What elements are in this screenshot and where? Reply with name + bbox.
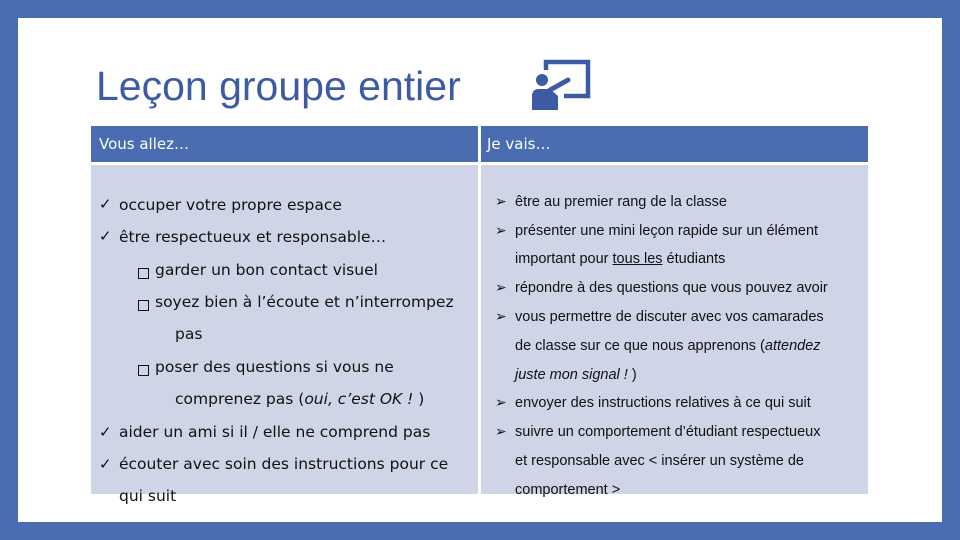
arrow-bullet-icon: ➢ [495,223,507,239]
right-line: envoyer des instructions relatives à ce qui suit [515,395,811,411]
right-line: répondre à des questions que vous pouvez avoir [515,280,828,296]
right-line: être au premier rang de la classe [515,194,727,210]
checkbox-bullet-icon [138,295,149,314]
right-line: de classe sur ce que nous apprenons (attendez [515,338,821,354]
checkbox-bullet-icon [138,360,149,379]
header-right: Je vais… [487,135,551,153]
lesson-table [91,126,868,505]
teacher-at-board-icon [528,52,594,114]
right-line: vous permettre de discuter avec vos camarades [515,309,824,325]
check-icon: ✓ [99,423,112,441]
check-icon: ✓ [99,455,112,473]
right-line: important pour tous les étudiants [515,251,726,267]
arrow-bullet-icon: ➢ [495,395,507,411]
left-line: aider un ami si il / elle ne comprend pas [119,423,431,441]
checkbox-bullet-icon [138,263,149,282]
arrow-bullet-icon: ➢ [495,424,507,440]
left-line: comprenez pas (oui, c’est OK ! ) [175,390,425,408]
left-line: poser des questions si vous ne [155,358,394,376]
left-line: écouter avec soin des instructions pour ce [119,455,449,473]
arrow-bullet-icon: ➢ [495,309,507,325]
right-line: et responsable avec < insérer un système de [515,453,804,469]
left-line: pas [175,325,203,343]
slide [18,18,942,522]
left-line: occuper votre propre espace [119,196,342,214]
left-line: être respectueux et responsable… [119,228,387,246]
right-line: présenter une mini leçon rapide sur un élément [515,223,819,239]
arrow-bullet-icon: ➢ [495,280,507,296]
left-line: garder un bon contact visuel [155,261,378,279]
right-line: comportement > [515,482,621,498]
left-line: qui suit [119,487,177,505]
right-line: juste mon signal ! ) [515,367,637,383]
arrow-bullet-icon: ➢ [495,194,507,210]
left-line: soyez bien à l’écoute et n’interrompez [155,293,454,311]
page-title: Leçon groupe entier [96,63,461,109]
header-left: Vous allez… [99,135,189,153]
check-icon: ✓ [99,227,112,245]
right-line: suivre un comportement d’étudiant respectueux [515,424,821,440]
column-divider [478,126,481,494]
check-icon: ✓ [99,195,112,213]
